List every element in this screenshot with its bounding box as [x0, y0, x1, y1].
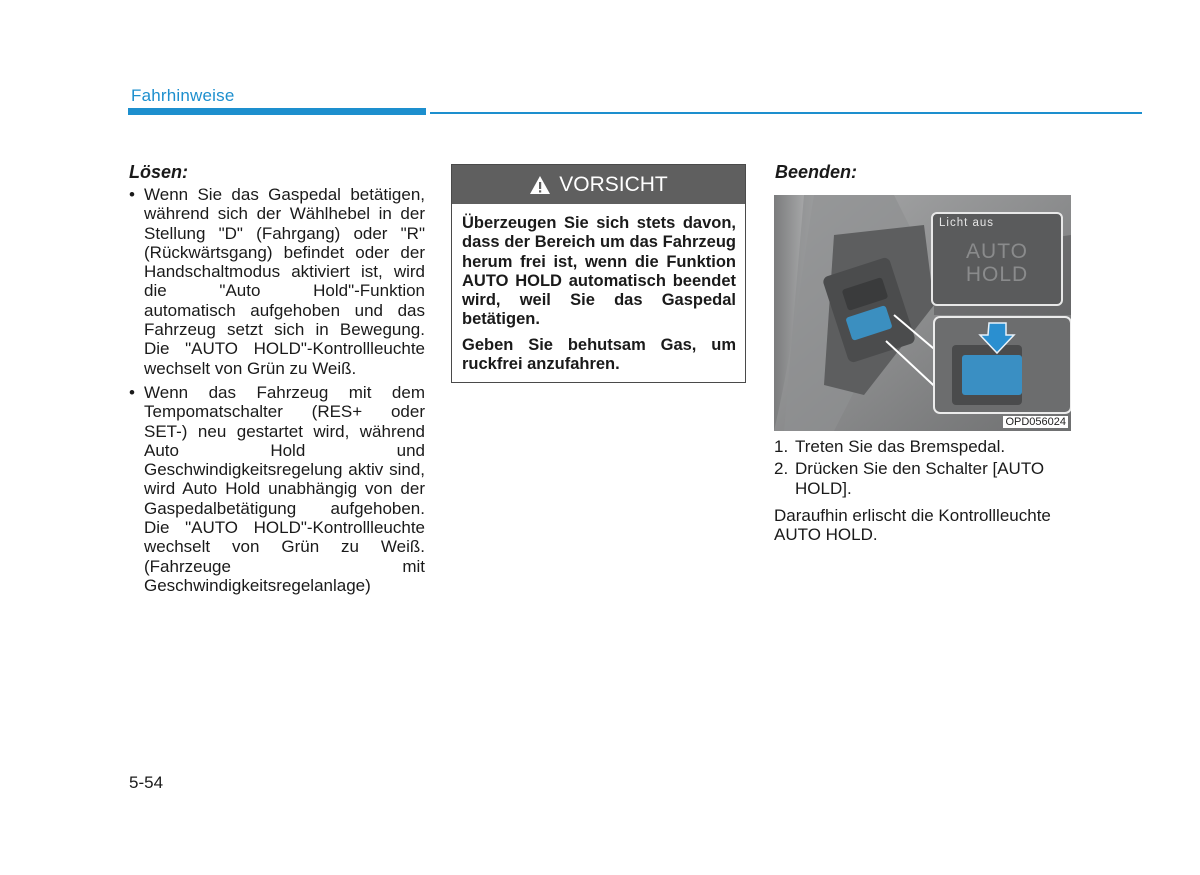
step-number: 1.: [774, 437, 789, 456]
step-item: [774, 459, 1072, 498]
bullet-text: Wenn das Fahrzeug mit dem Tempomatschalter (RES+ oder SET-) neu gestartet wird, während Auto Hold und Geschwindigkeitsregelung aktiv sind, wird Auto Hold unabhängig von der Gaspedalbetätigung aufgehoben. Die "AUTO HOLD"-Kontrollleuchte wechselt von Grün zu Weiß. (Fahrzeuge mit Geschwindigkeitsregelanlage): [144, 382, 425, 595]
page-number: 5-54: [129, 773, 164, 792]
step-item: [774, 437, 1072, 456]
warning-triangle-icon: [529, 175, 551, 195]
bullet-symbol: •: [129, 382, 135, 402]
warning-body: [452, 204, 745, 374]
header-bar-thin: [430, 112, 1142, 114]
warning-paragraph: Geben Sie behutsam Gas, um ruckfrei anzufahren.: [462, 335, 736, 374]
indicator-text-auto: AUTO: [966, 240, 1028, 263]
list-item: [129, 185, 425, 378]
end-note: Daraufhin erlischt die Kontrollleuchte AUTO HOLD.: [774, 505, 1051, 545]
section-heading-end: Beenden:: [775, 162, 858, 182]
warning-paragraph: Überzeugen Sie sich stets davon, dass der Bereich um das Fahrzeug herum frei ist, wenn die Funktion AUTO HOLD automatisch beendet wird, weil Sie das Gaspedal betätigen.: [462, 214, 736, 329]
warning-header: [452, 165, 745, 204]
step-text: Drücken Sie den Schalter [AUTO HOLD].: [795, 459, 1045, 498]
release-bullet-list: [129, 185, 425, 595]
warning-title: VORSICHT: [559, 172, 668, 196]
bullet-text: Wenn Sie das Gaspedal betätigen, während sich der Wählhebel in der Stellung "D" (Fahrgang) oder "R" (Rückwärtsgang) befindet oder der Handschaltmodus aktiviert ist, wird die "Auto Hold"-Funktion automatisch aufgehoben und das Fahrzeug setzt sich in Bewegung. Die "AUTO HOLD"-Kontrollleuchte wechselt von Grün zu Weiß.: [144, 185, 425, 378]
auto-hold-switch-photo: [774, 195, 1071, 431]
figure-caption: OPD056024: [1005, 416, 1066, 428]
release-section: [129, 185, 425, 600]
header-bar-thick: [128, 108, 426, 115]
step-number: 2.: [774, 459, 789, 479]
indicator-label: Licht aus: [939, 217, 995, 229]
indicator-panel: [931, 212, 1063, 306]
warning-box: [451, 164, 746, 383]
section-heading-release: Lösen:: [129, 162, 189, 182]
list-item: [129, 383, 425, 595]
bullet-symbol: •: [129, 185, 135, 204]
indicator-text-hold: HOLD: [965, 263, 1029, 286]
step-text: Treten Sie das Bremspedal.: [795, 437, 1006, 456]
header-title: Fahrhinweise: [131, 86, 235, 105]
end-section: [774, 437, 1072, 544]
